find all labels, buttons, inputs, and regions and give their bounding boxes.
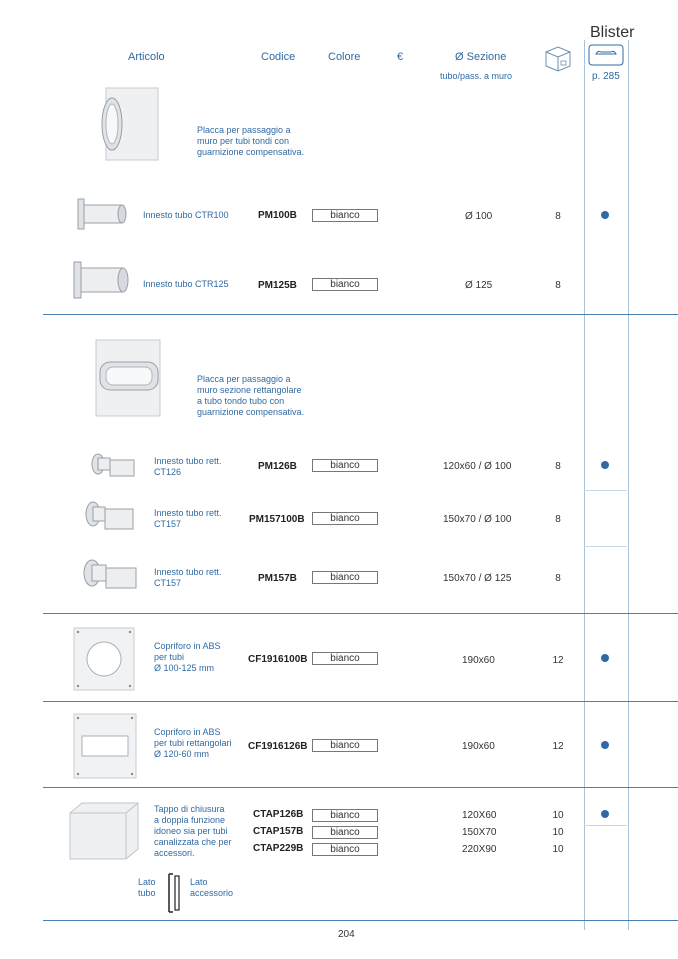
cf1916126b-section: 190x60 <box>462 741 495 752</box>
pm126b-code: PM126B <box>258 461 297 472</box>
cf1916100b-code: CF1916100B <box>248 654 308 665</box>
pm157100b-code: PM157100B <box>249 514 305 525</box>
group2-description: Placca per passaggio a muro sezione rettangolare a tubo tondo tubo con guarnizione compensativa. <box>197 374 305 417</box>
pm125b-qty: 8 <box>555 280 561 291</box>
pm100b-color: bianco <box>312 209 378 222</box>
col-euro: € <box>397 51 404 63</box>
cf1916126b-label: Copriforo in ABS per tubi rettangolari Ø 120-60 mm <box>154 727 232 759</box>
pm126b-qty: 8 <box>555 461 561 472</box>
separator <box>43 920 678 921</box>
ctap126b-blister-dot <box>601 810 609 818</box>
col-articolo: Articolo <box>128 51 165 63</box>
col-colore: Colore <box>328 51 361 63</box>
blister-separator <box>584 825 627 826</box>
cf1916126b-color: bianco <box>312 739 378 752</box>
separator <box>43 613 678 614</box>
pm157b-code: PM157B <box>258 573 297 584</box>
cf1916100b-qty: 12 <box>552 655 564 666</box>
cf1916100b-section: 190x60 <box>462 655 495 666</box>
pm157100b-label: Innesto tubo rett. CT157 <box>154 508 222 529</box>
pm157b-label: Innesto tubo rett. CT157 <box>154 567 222 588</box>
col-codice: Codice <box>261 51 296 63</box>
col-sezione-sub: tubo/pass. a muro <box>440 71 513 81</box>
cf1916100b-color: bianco <box>312 652 378 665</box>
box-icon <box>543 44 573 77</box>
ctap126b-color: bianco <box>312 809 378 822</box>
pm126b-color: bianco <box>312 459 378 472</box>
separator <box>43 787 678 788</box>
end-cap-image <box>66 797 142 870</box>
ctap229b-section: 220X90 <box>462 844 497 855</box>
pm157100b-section: 150x70 / Ø 100 <box>443 514 512 525</box>
pm157b-section: 150x70 / Ø 125 <box>443 573 512 584</box>
cf1916100b-label: Copriforo in ABS per tubi Ø 100-125 mm <box>154 641 221 673</box>
rect-wall-plate-image <box>94 338 166 423</box>
ctap157b-code: CTAP157B <box>253 826 304 837</box>
pm125b-color: bianco <box>312 278 378 291</box>
ctap126b-code: CTAP126B <box>253 809 304 820</box>
blister-page-ref: p. 285 <box>592 71 620 82</box>
group1-description: Placca per passaggio a muro per tubi tondi con guarnizione compensativa. <box>197 125 305 157</box>
ctap126b-section: 120X60 <box>462 810 497 821</box>
pm125b-image <box>70 258 132 307</box>
pm125b-code: PM125B <box>258 280 297 291</box>
ctap157b-color: bianco <box>312 826 378 839</box>
blister-column <box>584 40 629 930</box>
round-cover-plate-image <box>72 626 136 697</box>
rect-cover-plate-image <box>72 712 138 785</box>
pm100b-blister-dot <box>601 211 609 219</box>
pm125b-section: Ø 125 <box>465 280 493 291</box>
pm100b-code: PM100B <box>258 210 297 221</box>
cf1916100b-blister-dot <box>601 654 609 662</box>
pm126b-label: Innesto tubo rett. CT126 <box>154 456 222 477</box>
pm100b-qty: 8 <box>555 211 561 222</box>
blister-separator <box>584 546 627 547</box>
pm157100b-qty: 8 <box>555 514 561 525</box>
cf1916126b-blister-dot <box>601 741 609 749</box>
round-wall-plate-image <box>98 86 162 169</box>
pm126b-section: 120x60 / Ø 100 <box>443 461 512 472</box>
pm126b-blister-dot <box>601 461 609 469</box>
pm100b-section: Ø 100 <box>465 211 493 222</box>
ctap157b-qty: 10 <box>552 827 564 838</box>
separator <box>43 314 678 315</box>
lato-tubo-label: Lato tubo <box>138 877 156 898</box>
pm100b-label: Innesto tubo CTR100 <box>143 210 229 220</box>
ctap229b-qty: 10 <box>552 844 564 855</box>
ctap126b-qty: 10 <box>552 810 564 821</box>
cf1916126b-qty: 12 <box>552 741 564 752</box>
cap-profile-icon <box>166 872 182 919</box>
ctap229b-color: bianco <box>312 843 378 856</box>
ctap229b-code: CTAP229B <box>253 843 304 854</box>
pm157b-color: bianco <box>312 571 378 584</box>
ctap157b-section: 150X70 <box>462 827 497 838</box>
blister-hanger-icon <box>588 44 624 71</box>
page-number: 204 <box>338 929 355 940</box>
col-sezione: Ø Sezione <box>455 51 507 63</box>
lato-accessorio-label: Lato accessorio <box>190 877 234 898</box>
pm126b-image <box>90 450 138 487</box>
pm157100b-image <box>84 498 138 541</box>
pm125b-label: Innesto tubo CTR125 <box>143 279 229 289</box>
separator <box>43 701 678 702</box>
cf1916126b-code: CF1916126B <box>248 741 308 752</box>
blister-separator <box>584 490 627 491</box>
pm100b-image <box>74 195 130 238</box>
blister-header: Blister <box>590 24 635 41</box>
pm157b-qty: 8 <box>555 573 561 584</box>
ctap-label: Tappo di chiusura a doppia funzione idoneo sia per tubi canalizzata che per accessori. <box>154 804 232 858</box>
pm157100b-color: bianco <box>312 512 378 525</box>
pm157b-image <box>82 556 140 601</box>
